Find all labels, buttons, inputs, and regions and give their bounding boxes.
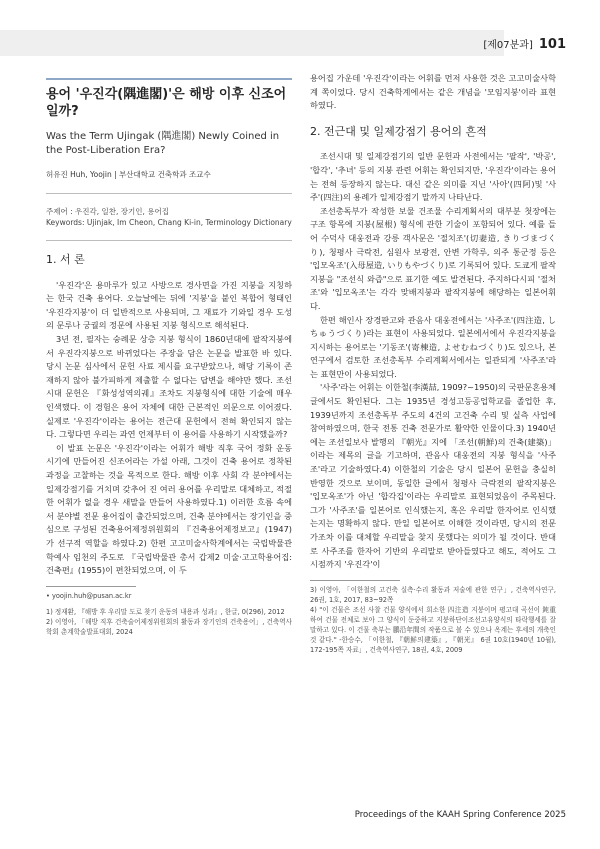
page-header (483, 36, 566, 52)
body-paragraph: '우진각'은 용마루가 있고 사방으로 경사면을 가진 지붕을 지칭하는 한국 건축 용어다. 오늘날에는 뒤에 '지붕'을 붙인 복합어 형태인 '우진각지붕'이 더 일반적으로 사용되며, 그 재료가 기와일 경우 도성의 문루나 궁궐의 정문에 사용된 지붕 형식으로 해석된다. (46, 279, 292, 331)
author-email: • yoojin.huh@pusan.ac.kr (46, 591, 132, 600)
keywords-english: Keywords: Ujinjak, Im Cheon, Chang Ki-in, Terminology Dictionary (46, 218, 292, 228)
left-column (46, 78, 292, 637)
paper-title-korean: 용어 '우진각(隅進閣)'은 해방 이후 신조어일까? (46, 86, 287, 119)
footnote: 1) 정재환, 『해방 후 우리말 도로 찾기 운동의 내용과 성과』, 한글, 0(296), 2012 (46, 607, 285, 616)
body-paragraph: '사주'라는 어휘는 이한철(李漢喆, 1909?~1950)의 국판문혼용체 글에서도 확인된다. 그는 1935년 경성고등공업학교를 졸업한 후, 1939년까지 조선총독부 주도의 4건의 고건축 수리 및 실측 사업에 참여하였으며, 한국 전통 건축 전문가로 활약한 인물이다.3) 1940년에는 조선일보사 발행의 『朝光』지에 「조선(朝鮮)의 건축(建築)」이라는 제목의 글을 기고하며, 관음사 대웅전의 지붕 형식을 '사주조'라고 기술하였다.4) 이한철의 기술은 당시 일본어 문헌을 충실히 반영한 것으로 보이며, 동일한 글에서 청평사 극락전의 팔작지붕은 '입모옥조'가 아닌 '합각집'이라는 우리말로 표현되었음이 주목된다. 그가 '사주조'를 일본어로 인식했는지, 혹은 우리말 한자어로 인식했는지는 명확하지 않다. 만일 일본어로 이해한 것이라면, 당시의 전문가조차 이를 대체할 우리말을 찾지 못했다는 의미가 될 것이다. 반대로 사주조를 한자어 기반의 우리말로 받아들였다고 해도, 적어도 그 시점까지 '우진각'이 (310, 382, 556, 570)
footnote-separator (310, 580, 400, 581)
body-paragraph: 이 발표 논문은 '우진각'이라는 어휘가 해방 직후 국어 정화 운동 시기에 만들어진 신조어라는 가설 아래, 그것이 건축 용어로 정착된 과정을 고찰하는 것을 목적으로 한다. 해방 이후 사회 각 분야에서는 일제강점기를 거치며 갖추어 진 여러 용어를 우리말로 대체하고, 적절한 어휘가 없을 경우 새말을 만들어 사용하였다.1) 이러한 흐름 속에서 분야별 전문 용어집이 출간되었으며, 건축 분야에서는 장기인을 중심으로 구성된 건축용어제정위원회의 『건축용어제정보고』(1947)가 선구적 역할을 하였다.2) 한편 고고미술사학계에서는 국립박물관 학예사 임천의 주도로 『국립박물관 총서 갑제2 미술·고고학용어집: 건축편』(1955)이 편찬되었으며, 이 두 (46, 442, 292, 576)
header-band (0, 30, 504, 56)
body-paragraph: 용어집 가운데 '우진각'이라는 어휘를 먼저 사용한 것은 고고미술사학계 쪽이었다. 당시 건축학계에서는 같은 개념을 '모임지붕'이라 표현하였다. (310, 73, 556, 111)
keywords-korean: 주제어 : 우진각, 일찬, 장기인, 용어집 (46, 207, 170, 217)
body-paragraph: 조선시대 및 일제강점기의 일반 문헌과 사전에서는 '팔작', '박공', '합각', '추녀' 등의 지붕 관련 어휘는 확인되지만, '우진각'이라는 용어는 전혀 등장하지 않는다. 대신 같은 의미를 지닌 '사아'(四阿)및 '사주'(四注)의 용례가 일제강점기 말까지 나타난다. (310, 151, 556, 203)
title-rule (46, 78, 292, 80)
footnote: 2) 이영아, 「해방 직후 건축술어제정위원회의 활동과 장기인의 건축용어」, 건축역사학회 춘계학술발표대회, 2024 (46, 617, 292, 636)
section-heading-introduction: 1. 서 론 (46, 253, 85, 267)
right-column (310, 72, 556, 655)
divider (46, 193, 292, 194)
body-paragraph: 조선총독부가 작성한 보물 건조물 수리계획서의 대부분 첫장에는 구조 항목에 지붕(屋根) 형식에 관한 기술이 포함되어 있다. 예를 들어 수덕사 대웅전과 강릉 객사문은 '절치조'(切妻造, きりづまづくり), 청평사 극락전, 심원사 보광전, 안변 가학루, 의주 통군정 등은 '입모옥조'(入母屋造, いりもやづくり)로 기록되어 있다. 도쿄게 팔작지붕을 "조선식 와즙"으로 표기한 예도 발견된다. 주지하다시피 '절처조'와 '입모옥조'는 각각 맞배지붕과 팔작지붕에 해당하는 일본어휘다. (310, 205, 556, 311)
footnote-separator (46, 586, 136, 587)
section-heading-premodern: 2. 전근대 및 일제강점기 용어의 흔적 (310, 124, 487, 138)
page-footer: Proceedings of the KAAH Spring Conference 2025 (354, 810, 566, 820)
body-paragraph: 한편 해인사 장경판고와 관음사 대웅전에서는 '사주조'(四注造, しちゅうづくり)라는 표현이 사용되었다. 일본에서에서 우진각지붕을 지시하는 용어로는 '기동조'(寄棟造, よせむねづくり)도 있으나, 본 연구에서 검토한 조선총독부 수리계획서에서는 일관되게 '사주조'라는 표현만이 사용되었다. (310, 314, 556, 379)
author-line: 허유진 Huh, Yoojin | 부산대학교 건축학과 조교수 (46, 169, 211, 179)
paper-title-english: Was the Term Ujingak (隅進閣) Newly Coined in the Post-Liberation Era? (46, 130, 280, 156)
footnote: 3) 이영아, 「이한철의 고건축 실측·수리 활동과 저술에 관한 연구」, 건축역사연구, 26권, 1호, 2017, 83~92쪽 (310, 585, 556, 604)
divider (46, 240, 292, 241)
section-label: [제07분과] (483, 40, 533, 51)
footnote: 4) "이 건물은 조선 사찰 건물 양식에서 희소한 四注造 지붕이며 평고대 곡선이 鈍重하여 건물 전체로 보아 그 양식이 둔중하고 지붕하단이조선고유양식의 타락행세를 잘 말하고 있다. 이 건물 축부는 鵬沿年間의 작품으로 볼 수 있으나 옥계는 후세의 개축인 것 같다." -한승수, 「이한철, 『朝鮮의建築』, 『朝光』 6권 10호(1940년 10월), 172-195쪽 자료」, 건축역사연구, 18권, 4호, 2009 (310, 605, 556, 654)
page-number: 101 (538, 37, 566, 52)
body-paragraph: 3년 전, 필자는 숭례문 상층 지붕 형식이 1860년대에 팔작지붕에서 우진각지붕으로 바뀌었다는 주장을 담은 논문을 발표한 바 있다. 당시 논문 심사에서 문헌 사료 제시를 요구받았으나, 해당 기록이 존재하지 않아 불가피하게 제출할 수 없다는 답변을 해야만 했다. 조선 시대 문헌은 『화성성역의궤』조차도 지붕형식에 대한 기술에 매우 인색했다. 이 경험은 용어 자체에 대한 근본적인 의문으로 이어졌다. 실제로 '우진각'이라는 용어는 전근대 문헌에서 전혀 확인되지 않는다. 그렇다면 우리는 과연 언제부터 이 용어를 사용하기 시작했을까? (46, 334, 292, 440)
